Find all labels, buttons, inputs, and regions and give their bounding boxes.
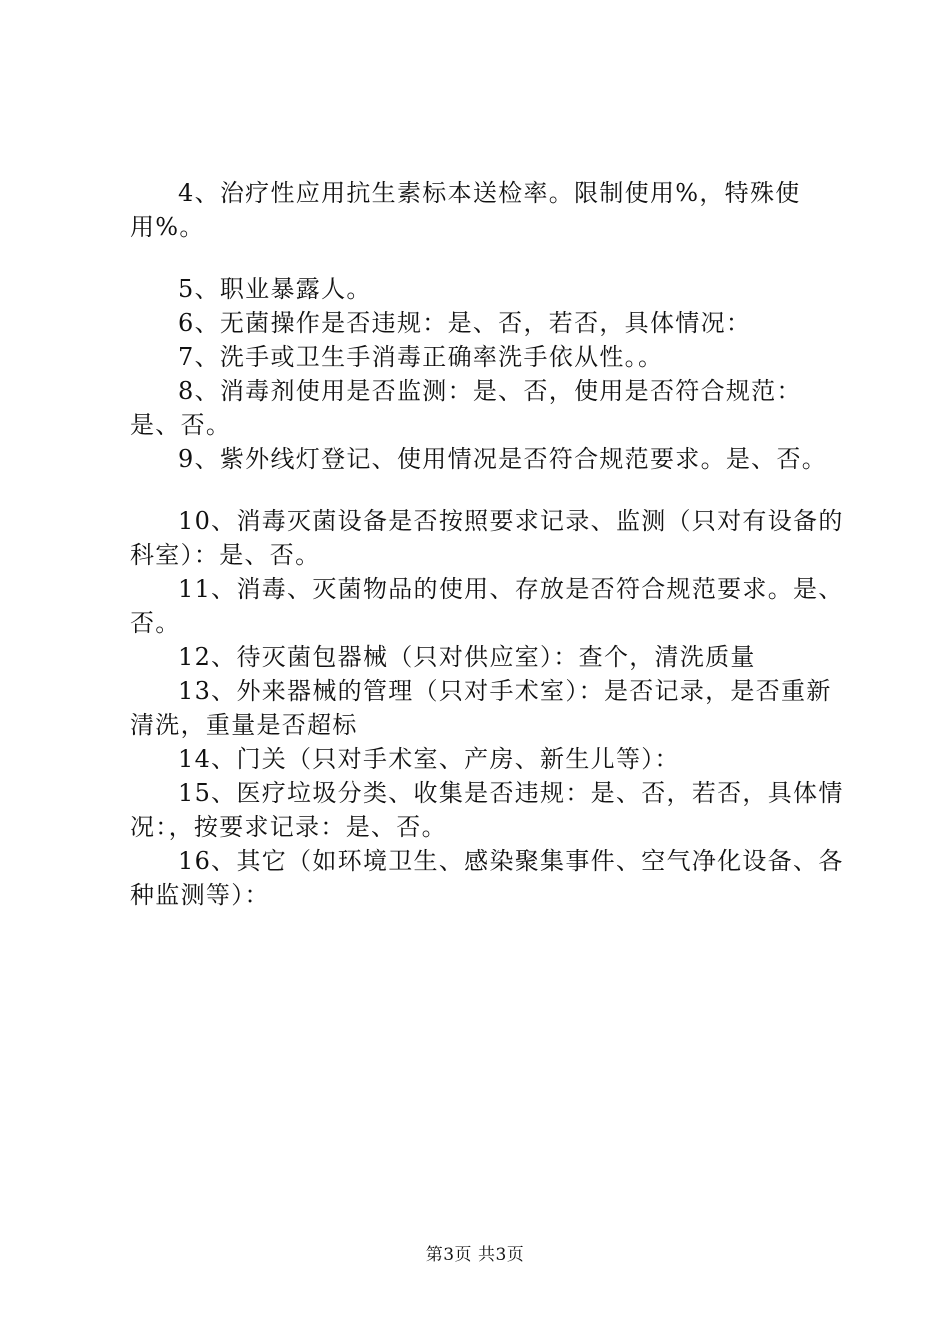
- item-10: 10、消毒灭菌设备是否按照要求记录、监测（只对有设备的科室）：是、否。: [130, 507, 844, 569]
- item-9: 9、紫外线灯登记、使用情况是否符合规范要求。是、否。: [178, 445, 828, 473]
- item-6: 6、无菌操作是否违规：是、否，若否，具体情况：: [178, 309, 752, 337]
- item-14: 14、门关（只对手术室、产房、新生儿等）：: [178, 745, 680, 773]
- item-13: 13、外来器械的管理（只对手术室）：是否记录，是否重新清洗，重量是否超标: [130, 677, 832, 739]
- item-5: 5、职业暴露人。: [178, 275, 372, 303]
- item-8: 8、消毒剂使用是否监测：是、否，使用是否符合规范：是、否。: [130, 377, 802, 439]
- item-4: 4、治疗性应用抗生素标本送检率。限制使用%，特殊使用%。: [130, 179, 801, 241]
- document-body: [130, 176, 850, 912]
- page-footer: 第3页 共3页: [425, 1245, 525, 1265]
- item-7: 7、洗手或卫生手消毒正确率洗手依从性。。: [178, 343, 664, 371]
- item-12: 12、待灭菌包器械（只对供应室）：查个，清洗质量: [178, 643, 756, 671]
- item-15: 15、医疗垃圾分类、收集是否违规：是、否，若否，具体情况：，按要求记录：是、否。: [130, 779, 844, 841]
- item-16: 16、其它（如环境卫生、感染聚集事件、空气净化设备、各种监测等）：: [130, 847, 844, 909]
- item-11: 11、消毒、灭菌物品的使用、存放是否符合规范要求。是、否。: [130, 575, 844, 637]
